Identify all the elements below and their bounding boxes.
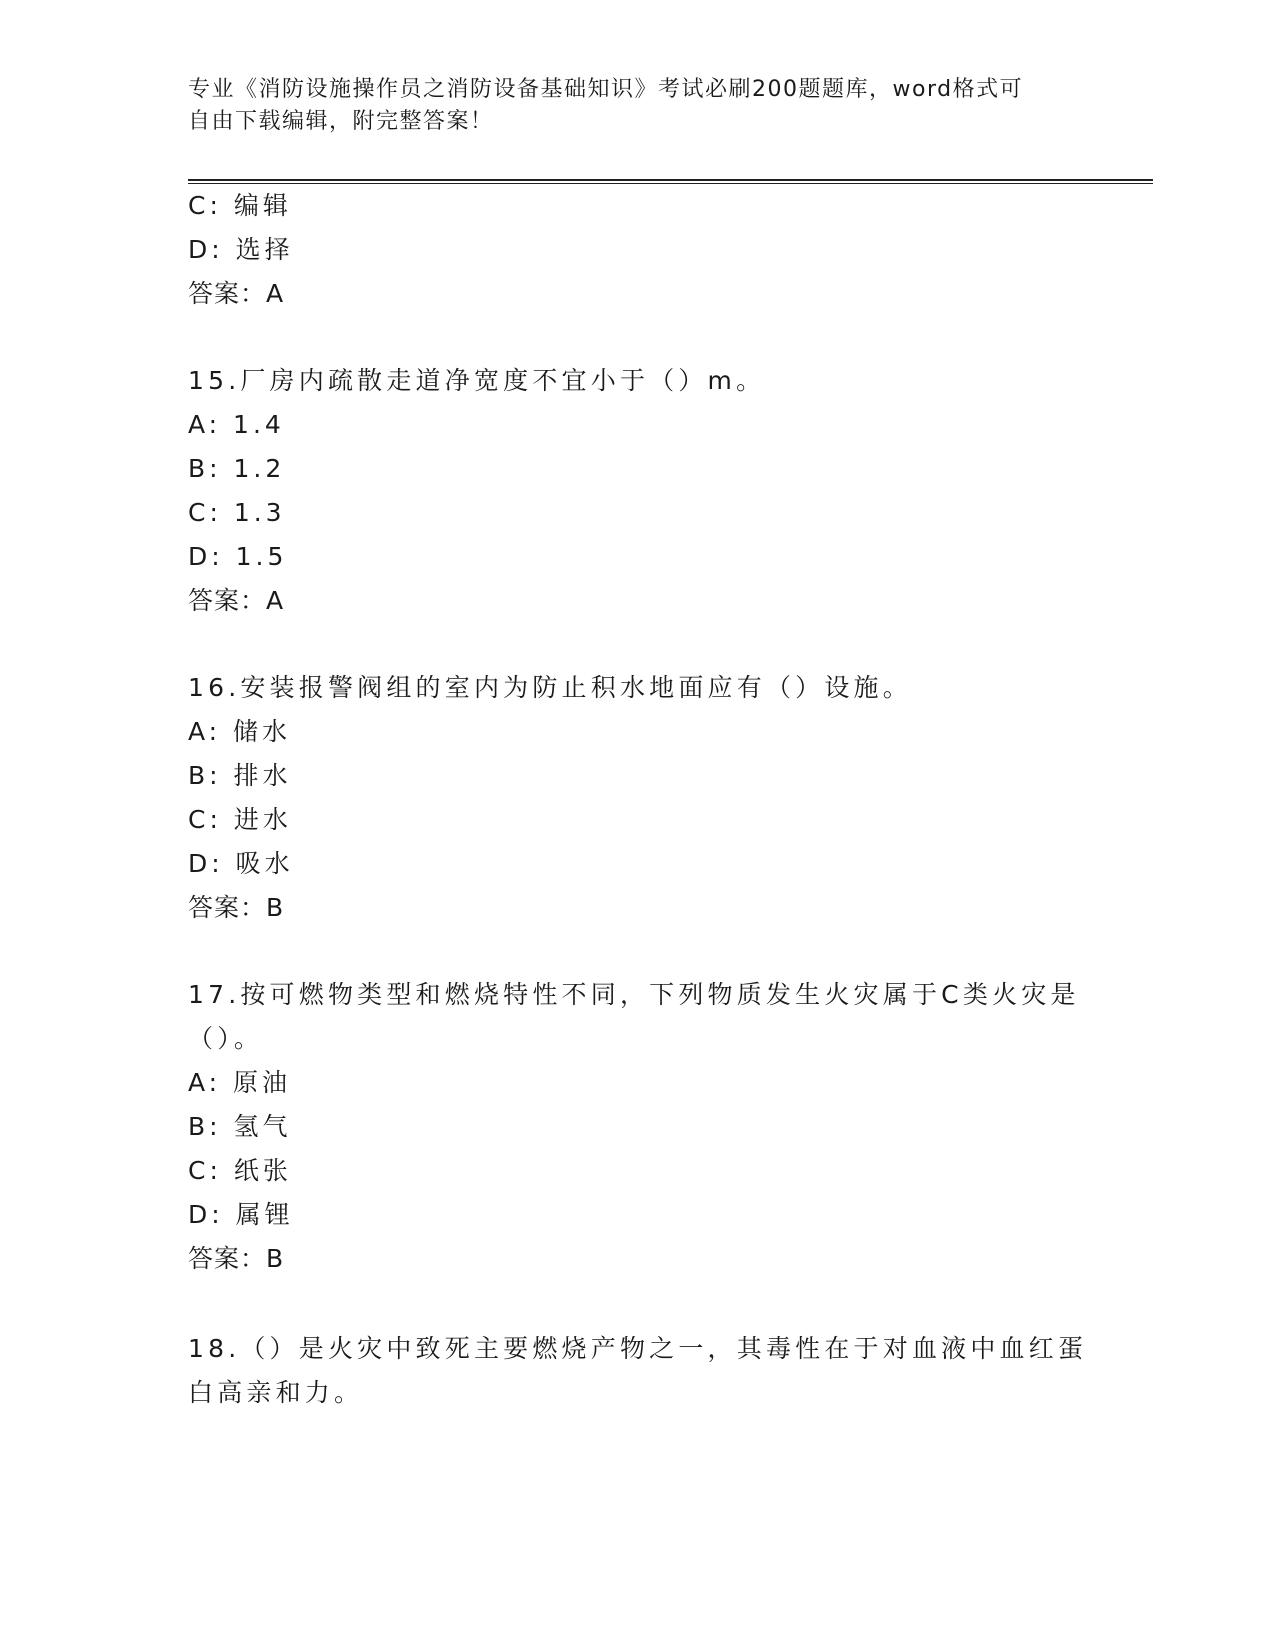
question-15-option-c: C: 1.3 bbox=[188, 498, 286, 527]
question-17-stem-line-1: 17.按可燃物类型和燃烧特性不同，下列物质发生火灾属于C类火灾是 bbox=[188, 980, 1080, 1009]
question-18-stem-line-1: 18.（）是火灾中致死主要燃烧产物之一，其毒性在于对血液中血红蛋 bbox=[188, 1334, 1088, 1363]
header-line-1: 专业《消防设施操作员之消防设备基础知识》考试必刷200题题库，word格式可 bbox=[188, 77, 1024, 102]
question-16-answer: 答案：B bbox=[188, 893, 285, 922]
question-15-option-a: A: 1.4 bbox=[188, 410, 285, 439]
question-17-answer: 答案：B bbox=[188, 1244, 285, 1273]
header-divider-thick bbox=[188, 179, 1153, 181]
document-header bbox=[188, 74, 1088, 138]
question-16-option-c: C: 进水 bbox=[188, 805, 292, 834]
header-line-2: 自由下载编辑，附完整答案！ bbox=[188, 109, 494, 134]
question-17-option-a: A: 原油 bbox=[188, 1068, 292, 1097]
answer-line: 答案：A bbox=[188, 279, 285, 308]
question-15-answer: 答案：A bbox=[188, 586, 285, 615]
question-17-option-c: C: 纸张 bbox=[188, 1156, 292, 1185]
question-18-stem-line-2: 白高亲和力。 bbox=[188, 1378, 364, 1407]
question-15-stem: 15.厂房内疏散走道净宽度不宜小于（）m。 bbox=[188, 366, 766, 395]
question-15-option-d: D: 1.5 bbox=[188, 542, 288, 571]
question-17-stem-line-2: （）。 bbox=[188, 1024, 264, 1053]
question-16-option-d: D: 吸水 bbox=[188, 849, 294, 878]
question-15-option-b: B: 1.2 bbox=[188, 454, 286, 483]
question-17-option-b: B: 氢气 bbox=[188, 1112, 292, 1141]
option-d: D: 选择 bbox=[188, 235, 294, 264]
question-16-stem: 16.安装报警阀组的室内为防止积水地面应有（）设施。 bbox=[188, 673, 912, 702]
option-c: C: 编辑 bbox=[188, 191, 292, 220]
question-16-option-b: B: 排水 bbox=[188, 761, 292, 790]
question-17-option-d: D: 属锂 bbox=[188, 1200, 294, 1229]
question-16-option-a: A: 储水 bbox=[188, 717, 292, 746]
header-divider-thin bbox=[188, 183, 1153, 184]
